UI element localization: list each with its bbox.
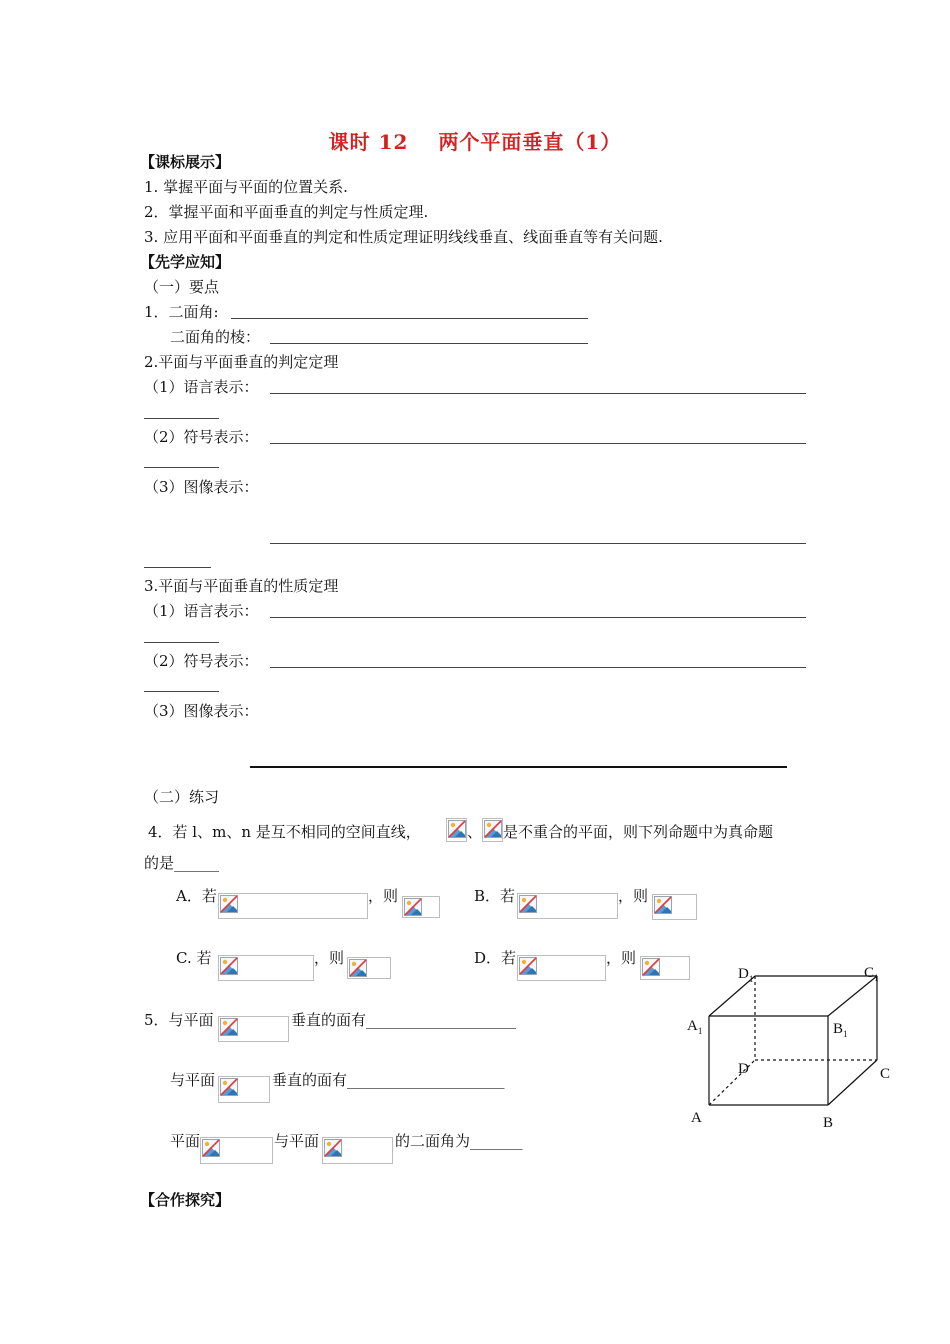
vertex-label-c1: $C_1$ — [864, 965, 879, 983]
section-coop: 【合作探究】 — [140, 1191, 231, 1209]
broken-image-icon — [404, 898, 422, 916]
broken-image-icon — [220, 1078, 238, 1096]
q2-language: （1）语言表示： — [144, 378, 259, 396]
standard-2: 2．掌握平面和平面垂直的判定与性质定理. — [144, 203, 429, 221]
title-topic: 两个平面垂直（1） — [438, 130, 622, 154]
vertex-label-b: B — [823, 1115, 834, 1131]
option-d-label: D．若 — [474, 949, 517, 967]
vertex-label-d: D — [738, 1061, 749, 1077]
blank-line — [144, 642, 219, 643]
q3-heading: 3.平面与平面垂直的性质定理 — [144, 577, 339, 595]
blank-line — [144, 467, 219, 468]
q1-dihedral-edge: 二面角的棱： — [170, 328, 261, 346]
broken-image-icon — [448, 820, 466, 838]
option-d-condition-image — [517, 955, 606, 981]
q5-text-b2: 垂直的面有_____________________ — [272, 1071, 505, 1089]
vertex-label-c: C — [880, 1066, 891, 1082]
beta-symbol-image — [482, 818, 503, 842]
blank-line — [144, 691, 219, 692]
blank-line — [270, 543, 806, 544]
broken-image-icon — [349, 959, 367, 977]
section-prelearn: 【先学应知】 — [140, 253, 231, 271]
blank-line — [270, 667, 806, 668]
standard-1: 1. 掌握平面与平面的位置关系. — [144, 178, 348, 196]
vertex-label-d1: $D_1$ — [738, 966, 754, 984]
option-b-then: ，则 — [618, 887, 649, 905]
option-a-result-image — [402, 896, 440, 918]
option-c-then: ，则 — [314, 949, 345, 967]
q5-text-b1: 与平面 — [170, 1071, 216, 1089]
option-c-result-image — [347, 957, 391, 979]
option-b-condition-image — [517, 893, 618, 919]
broken-image-icon — [519, 957, 537, 975]
q5-text-a1: 5．与平面 — [144, 1011, 214, 1029]
q4-text-c: 的是______ — [144, 854, 220, 872]
option-b-label: B．若 — [474, 887, 516, 905]
option-a-condition-image — [218, 893, 368, 919]
blank-line — [270, 443, 806, 444]
q5-plane-image-2 — [218, 1076, 270, 1103]
q5-plane-image-1 — [218, 1016, 289, 1042]
q5-text-a2: 垂直的面有____________________ — [291, 1011, 517, 1029]
blank-line — [250, 766, 787, 768]
option-c-label: C. 若 — [176, 949, 212, 967]
option-a-label: A．若 — [176, 887, 217, 905]
section-standards: 【课标展示】 — [140, 153, 231, 171]
option-a-then: ，则 — [368, 887, 399, 905]
q4-text-b: 是不重合的平面，则下列命题中为真命题 — [503, 823, 774, 841]
blank-line — [231, 318, 588, 319]
broken-image-icon — [654, 896, 672, 914]
standard-3: 3. 应用平面和平面垂直的判定和性质定理证明线线垂直、线面垂直等有关问题. — [144, 228, 663, 246]
vertex-label-b1: $B_1$ — [833, 1021, 848, 1039]
broken-image-icon — [202, 1139, 220, 1157]
broken-image-icon — [220, 957, 238, 975]
blank-line — [270, 343, 588, 344]
q3-symbol: （2）符号表示： — [144, 652, 259, 670]
blank-line — [144, 418, 219, 419]
q5-text-c1: 平面 — [170, 1132, 201, 1150]
q5-plane-image-4 — [322, 1137, 393, 1164]
option-c-condition-image — [218, 955, 314, 981]
q2-heading: 2.平面与平面垂直的判定定理 — [144, 353, 339, 371]
broken-image-icon — [220, 895, 238, 913]
q3-language: （1）语言表示： — [144, 602, 259, 620]
q5-plane-image-3 — [200, 1137, 273, 1164]
q4-text-a: 4．若 l、m、n 是互不相同的空间直线， — [148, 823, 421, 841]
q3-image: （3）图像表示： — [144, 702, 259, 720]
broken-image-icon — [484, 820, 502, 838]
title-lesson: 课时 12 — [328, 130, 409, 154]
broken-image-icon — [220, 1018, 238, 1036]
page-title — [0, 126, 950, 155]
broken-image-icon — [324, 1139, 342, 1157]
blank-line — [144, 567, 211, 568]
broken-image-icon — [519, 895, 537, 913]
option-b-result-image — [652, 894, 697, 920]
points-heading: （一）要点 — [144, 278, 220, 296]
q5-text-c3: 的二面角为_______ — [395, 1132, 523, 1150]
option-d-then: ，则 — [606, 949, 637, 967]
blank-line — [270, 617, 806, 618]
broken-image-icon — [642, 958, 660, 976]
practice-heading: （二）练习 — [144, 788, 220, 806]
q2-symbol: （2）符号表示： — [144, 428, 259, 446]
q5-text-c2: 与平面 — [274, 1132, 320, 1150]
vertex-label-a1: $A_1$ — [687, 1018, 703, 1036]
blank-line — [270, 393, 806, 394]
vertex-label-a: A — [691, 1110, 702, 1126]
q1-dihedral-angle: 1．二面角: — [144, 303, 219, 321]
q2-image: （3）图像表示： — [144, 478, 259, 496]
alpha-symbol-image — [446, 818, 467, 842]
q4-separator: 、 — [467, 823, 483, 841]
